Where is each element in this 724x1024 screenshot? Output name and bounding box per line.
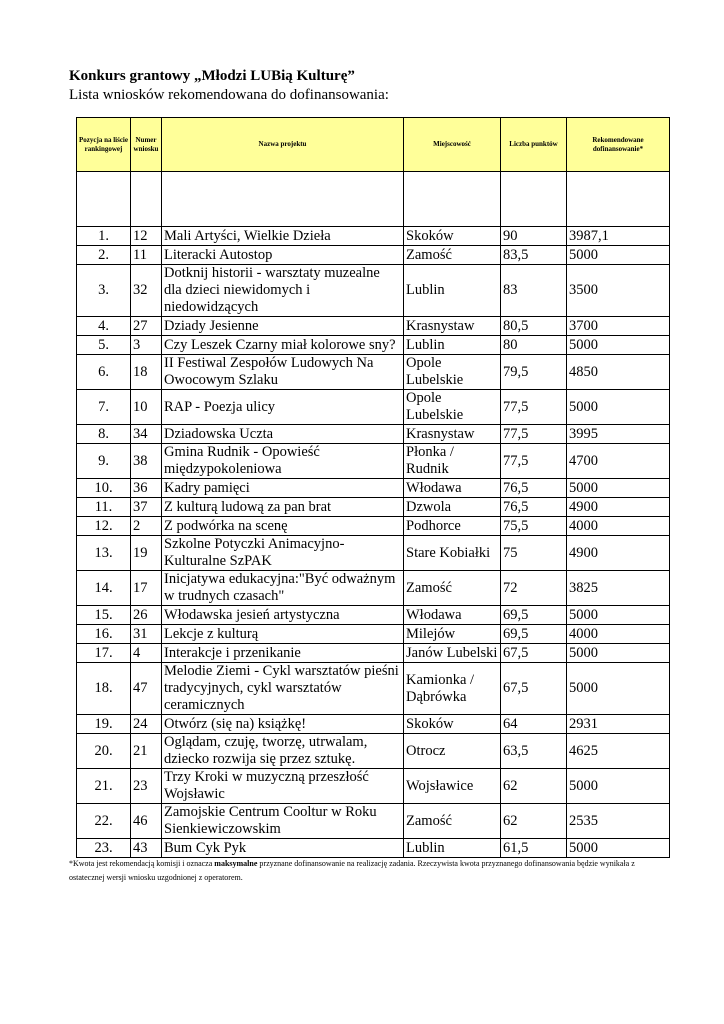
cell-project: Dziadowska Uczta	[162, 425, 404, 444]
table-row	[77, 644, 670, 663]
cell-place: Włodawa	[404, 606, 501, 625]
cell-amount: 5000	[567, 246, 670, 265]
cell-number: 26	[131, 606, 162, 625]
cell-amount: 4900	[567, 498, 670, 517]
cell-points: 83	[501, 265, 567, 317]
cell-place: Płonka / Rudnik	[404, 444, 501, 479]
cell-place: Zamość	[404, 571, 501, 606]
cell-number: 18	[131, 355, 162, 390]
table-row	[77, 336, 670, 355]
cell-points: 62	[501, 769, 567, 804]
cell-project: RAP - Poezja ulicy	[162, 390, 404, 425]
cell-project: Dziady Jesienne	[162, 317, 404, 336]
cell-number: 4	[131, 644, 162, 663]
spacer-cell	[567, 172, 670, 227]
cell-place: Janów Lubelski	[404, 644, 501, 663]
cell-project: Otwórz (się na) książkę!	[162, 715, 404, 734]
cell-project: Kadry pamięci	[162, 479, 404, 498]
cell-project: Zamojskie Centrum Cooltur w Roku Sienkiewiczowskim	[162, 804, 404, 839]
cell-place: Lublin	[404, 336, 501, 355]
cell-project: Literacki Autostop	[162, 246, 404, 265]
cell-points: 77,5	[501, 390, 567, 425]
cell-project: Włodawska jesień artystyczna	[162, 606, 404, 625]
cell-place: Włodawa	[404, 479, 501, 498]
cell-project: Z kulturą ludową za pan brat	[162, 498, 404, 517]
table-row	[77, 425, 670, 444]
cell-project: Inicjatywa edukacyjna:"Być odważnym w trudnych czasach"	[162, 571, 404, 606]
cell-number: 11	[131, 246, 162, 265]
cell-position: 18.	[77, 663, 131, 715]
cell-project: II Festiwal Zespołów Ludowych Na Owocowym Szlaku	[162, 355, 404, 390]
cell-project: Interakcje i przenikanie	[162, 644, 404, 663]
cell-project: Lekcje z kulturą	[162, 625, 404, 644]
cell-amount: 4000	[567, 625, 670, 644]
cell-number: 19	[131, 536, 162, 571]
cell-number: 27	[131, 317, 162, 336]
cell-position: 6.	[77, 355, 131, 390]
cell-position: 10.	[77, 479, 131, 498]
cell-position: 7.	[77, 390, 131, 425]
cell-amount: 3825	[567, 571, 670, 606]
table-row	[77, 390, 670, 425]
cell-amount: 5000	[567, 769, 670, 804]
ranking-table	[76, 117, 670, 858]
table-row	[77, 663, 670, 715]
footnote-text-end: przyznane dofinansowanie na realizację zadania. Rzeczywista kwota przyznanego dofinansowania będzie wynikała z ostatecznej wersji wniosku uzgodnionej z operatorem.	[69, 859, 635, 882]
cell-position: 5.	[77, 336, 131, 355]
table-row	[77, 715, 670, 734]
cell-amount: 5000	[567, 606, 670, 625]
cell-position: 11.	[77, 498, 131, 517]
cell-amount: 2535	[567, 804, 670, 839]
table-row	[77, 479, 670, 498]
table-row	[77, 606, 670, 625]
cell-number: 31	[131, 625, 162, 644]
cell-number: 32	[131, 265, 162, 317]
cell-place: Lublin	[404, 839, 501, 858]
cell-number: 12	[131, 227, 162, 246]
cell-number: 3	[131, 336, 162, 355]
cell-points: 77,5	[501, 444, 567, 479]
cell-points: 80	[501, 336, 567, 355]
cell-place: Dzwola	[404, 498, 501, 517]
table-row	[77, 317, 670, 336]
cell-number: 37	[131, 498, 162, 517]
spacer-cell	[501, 172, 567, 227]
spacer-cell	[77, 172, 131, 227]
header-amount: Rekomendowane dofinansowanie*	[567, 118, 670, 172]
cell-project: Mali Artyści, Wielkie Dzieła	[162, 227, 404, 246]
table-row	[77, 536, 670, 571]
table-spacer	[77, 172, 670, 227]
cell-number: 23	[131, 769, 162, 804]
cell-points: 61,5	[501, 839, 567, 858]
page-subtitle: Lista wniosków rekomendowana do dofinansowania:	[69, 87, 389, 103]
header-number: Numer wniosku	[131, 118, 162, 172]
cell-place: Otrocz	[404, 734, 501, 769]
table-header	[77, 118, 670, 172]
spacer-cell	[404, 172, 501, 227]
cell-position: 23.	[77, 839, 131, 858]
cell-number: 2	[131, 517, 162, 536]
table-row	[77, 355, 670, 390]
cell-points: 75	[501, 536, 567, 571]
footnote	[69, 857, 669, 885]
header-position: Pozycja na liście rankingowej	[77, 118, 131, 172]
cell-position: 12.	[77, 517, 131, 536]
cell-position: 15.	[77, 606, 131, 625]
cell-place: Zamość	[404, 246, 501, 265]
cell-position: 3.	[77, 265, 131, 317]
cell-project: Oglądam, czuję, tworzę, utrwalam, dziecko rozwija się przez sztukę.	[162, 734, 404, 769]
header-points: Liczba punktów	[501, 118, 567, 172]
cell-amount: 5000	[567, 644, 670, 663]
cell-position: 16.	[77, 625, 131, 644]
cell-amount: 5000	[567, 336, 670, 355]
cell-project: Czy Leszek Czarny miał kolorowe sny?	[162, 336, 404, 355]
cell-project: Z podwórka na scenę	[162, 517, 404, 536]
cell-place: Opole Lubelskie	[404, 355, 501, 390]
cell-place: Podhorce	[404, 517, 501, 536]
footnote-bold-word: maksymalne	[214, 859, 258, 868]
cell-place: Stare Kobiałki	[404, 536, 501, 571]
cell-place: Lublin	[404, 265, 501, 317]
cell-position: 8.	[77, 425, 131, 444]
table-row	[77, 804, 670, 839]
cell-points: 76,5	[501, 498, 567, 517]
cell-points: 67,5	[501, 663, 567, 715]
cell-number: 36	[131, 479, 162, 498]
cell-number: 43	[131, 839, 162, 858]
cell-place: Wojsławice	[404, 769, 501, 804]
cell-project: Melodie Ziemi - Cykl warsztatów pieśni tradycyjnych, cykl warsztatów ceramicznych	[162, 663, 404, 715]
cell-points: 67,5	[501, 644, 567, 663]
cell-amount: 4850	[567, 355, 670, 390]
cell-amount: 5000	[567, 479, 670, 498]
cell-points: 90	[501, 227, 567, 246]
table-row	[77, 517, 670, 536]
spacer-cell	[162, 172, 404, 227]
cell-points: 80,5	[501, 317, 567, 336]
spacer-cell	[131, 172, 162, 227]
cell-project: Gmina Rudnik - Opowieść międzypokoleniowa	[162, 444, 404, 479]
cell-place: Krasnystaw	[404, 317, 501, 336]
cell-amount: 5000	[567, 390, 670, 425]
table-row	[77, 227, 670, 246]
cell-number: 34	[131, 425, 162, 444]
cell-points: 76,5	[501, 479, 567, 498]
table-row	[77, 498, 670, 517]
footnote-text-start: *Kwota jest rekomendacją komisji i oznacza	[69, 859, 215, 868]
cell-number: 47	[131, 663, 162, 715]
cell-place: Skoków	[404, 715, 501, 734]
table-row	[77, 769, 670, 804]
cell-points: 77,5	[501, 425, 567, 444]
cell-place: Krasnystaw	[404, 425, 501, 444]
cell-project: Trzy Kroki w muzyczną przeszłość Wojsławic	[162, 769, 404, 804]
cell-project: Bum Cyk Pyk	[162, 839, 404, 858]
cell-number: 46	[131, 804, 162, 839]
table-row	[77, 625, 670, 644]
cell-position: 22.	[77, 804, 131, 839]
cell-place: Kamionka / Dąbrówka	[404, 663, 501, 715]
cell-position: 4.	[77, 317, 131, 336]
cell-amount: 3987,1	[567, 227, 670, 246]
cell-points: 62	[501, 804, 567, 839]
cell-position: 17.	[77, 644, 131, 663]
cell-points: 69,5	[501, 606, 567, 625]
cell-position: 19.	[77, 715, 131, 734]
cell-place: Opole Lubelskie	[404, 390, 501, 425]
cell-project: Szkolne Potyczki Animacyjno-Kulturalne SzPAK	[162, 536, 404, 571]
table-row	[77, 734, 670, 769]
cell-amount: 4900	[567, 536, 670, 571]
cell-number: 10	[131, 390, 162, 425]
cell-points: 72	[501, 571, 567, 606]
cell-amount: 3995	[567, 425, 670, 444]
cell-amount: 4700	[567, 444, 670, 479]
cell-position: 9.	[77, 444, 131, 479]
table-row	[77, 839, 670, 858]
cell-amount: 4625	[567, 734, 670, 769]
cell-position: 14.	[77, 571, 131, 606]
cell-position: 21.	[77, 769, 131, 804]
cell-amount: 3500	[567, 265, 670, 317]
cell-position: 13.	[77, 536, 131, 571]
cell-position: 1.	[77, 227, 131, 246]
cell-position: 20.	[77, 734, 131, 769]
cell-points: 83,5	[501, 246, 567, 265]
table-body	[77, 227, 670, 858]
cell-points: 79,5	[501, 355, 567, 390]
header-project: Nazwa projektu	[162, 118, 404, 172]
cell-position: 2.	[77, 246, 131, 265]
cell-number: 24	[131, 715, 162, 734]
table-row	[77, 246, 670, 265]
cell-number: 17	[131, 571, 162, 606]
table-row	[77, 265, 670, 317]
cell-project: Dotknij historii - warsztaty muzealne dla dzieci niewidomych i niedowidzących	[162, 265, 404, 317]
cell-amount: 5000	[567, 839, 670, 858]
cell-points: 63,5	[501, 734, 567, 769]
header-place: Miejscowość	[404, 118, 501, 172]
cell-amount: 5000	[567, 663, 670, 715]
cell-place: Zamość	[404, 804, 501, 839]
cell-place: Milejów	[404, 625, 501, 644]
cell-number: 21	[131, 734, 162, 769]
cell-amount: 4000	[567, 517, 670, 536]
cell-number: 38	[131, 444, 162, 479]
cell-points: 69,5	[501, 625, 567, 644]
cell-points: 75,5	[501, 517, 567, 536]
cell-points: 64	[501, 715, 567, 734]
cell-amount: 3700	[567, 317, 670, 336]
page-title: Konkurs grantowy „Młodzi LUBią Kulturę”	[69, 68, 355, 84]
table-row	[77, 444, 670, 479]
table-row	[77, 571, 670, 606]
cell-place: Skoków	[404, 227, 501, 246]
cell-amount: 2931	[567, 715, 670, 734]
